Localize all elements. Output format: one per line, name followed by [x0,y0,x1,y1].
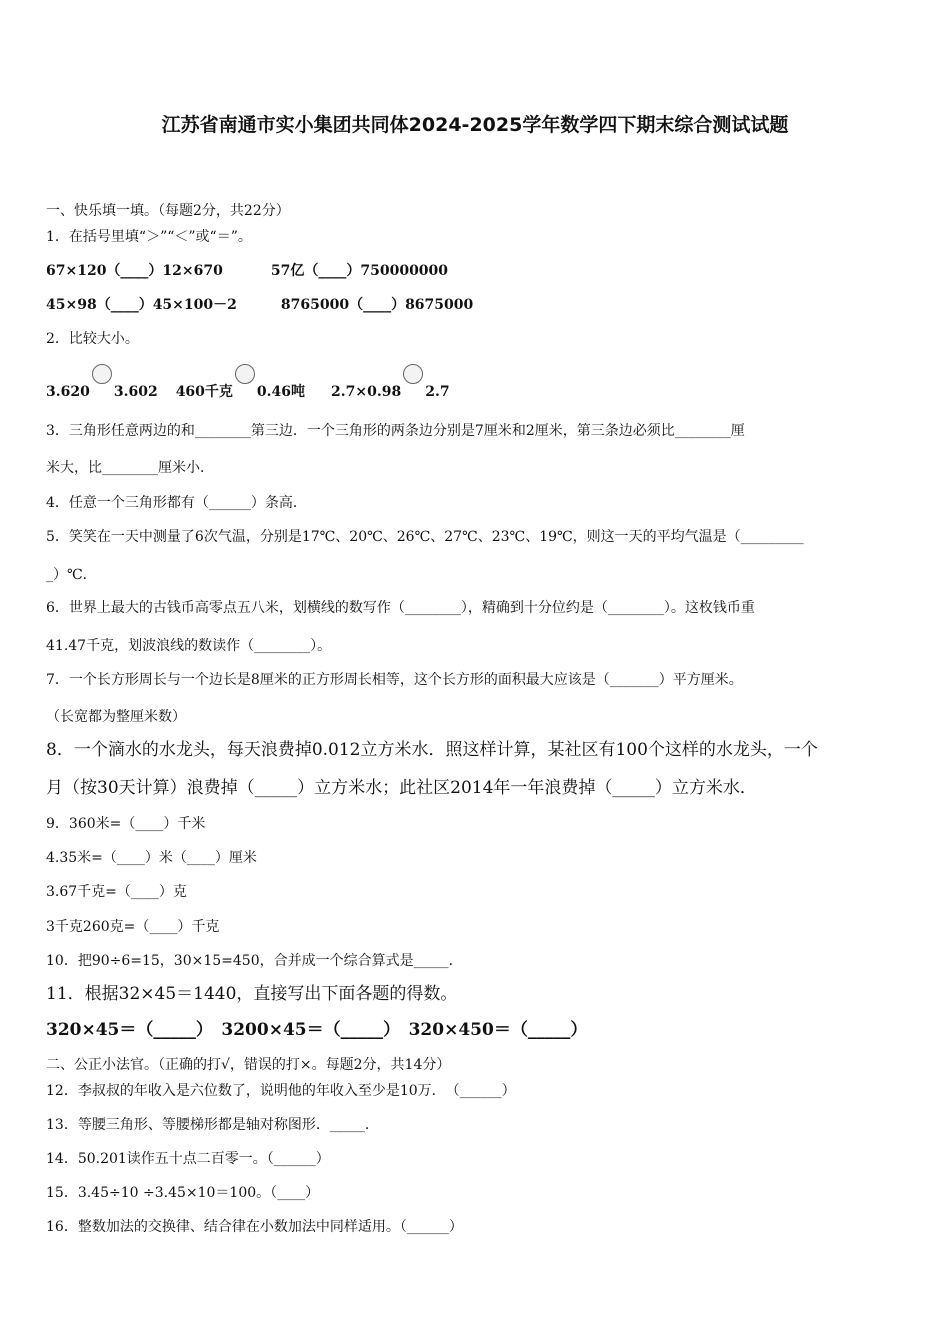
question-7-line-1: 7．一个长方形周长与一个边长是8厘米的正方形周长相等，这个长方形的面积最大应该是（_______）平方厘米。 [46,672,743,688]
question-2-prompt: 2．比较大小。 [46,331,139,347]
question-12: 12．李叔叔的年收入是六位数了，说明他的年收入至少是10万． （______） [46,1083,516,1099]
question-9-line-3: 3.67千克=（____）克 [46,884,187,900]
question-11-prompt: 11．根据32×45＝1440，直接写出下面各题的得数。 [46,984,458,1004]
q2-c-right: 2.7 [425,384,450,400]
q2-b-right: 0.46吨 [256,384,306,400]
q2-a-left: 3.620 [46,384,90,400]
q1-row2-right: 8765000（____）8675000 [280,297,474,313]
question-1-prompt: 1．在括号里填“＞”“＜”或“＝”。 [46,229,252,245]
section-1-heading: 一、快乐填一填。（每题2分，共22分） [46,203,290,219]
q2-a-right: 3.602 [113,384,158,400]
question-5-line-2: _）℃． [46,567,97,583]
compare-circle-2[interactable] [235,364,255,384]
question-13: 13．等腰三角形、等腰梯形都是轴对称图形．_____． [46,1117,379,1133]
question-9-line-1: 9．360米=（____）千米 [46,816,206,832]
q1-row2-left: 45×98（____）45×100－2 [46,297,237,313]
question-4: 4．任意一个三角形都有（______）条高． [46,495,307,511]
question-14: 14．50.201读作五十点二百零一。（______） [46,1151,330,1167]
question-9-line-2: 4.35米=（____）米（____）厘米 [46,850,257,866]
q1-row1-left: 67×120（____）12×670 [46,263,223,279]
question-11-row: 320×45＝（_____） 3200×45＝（_____） 320×450＝（_____） [46,1020,588,1040]
question-9-line-4: 3千克260克=（____）千克 [46,919,220,935]
question-10: 10．把90÷6=15，30×15=450，合并成一个综合算式是_____． [46,953,463,969]
question-8-line-1: 8．一个滴水的水龙头，每天浪费掉0.012立方米水．照这样计算，某社区有100个这样的水龙头，一个 [46,740,818,760]
question-8-line-2: 月（按30天计算）浪费掉（_____）立方米水；此社区2014年一年浪费掉（_____）立方米水． [46,778,757,798]
question-16: 16．整数加法的交换律、结合律在小数加法中同样适用。（______） [46,1219,463,1235]
question-3-line-1: 3．三角形任意两边的和________第三边．一个三角形的两条边分别是7厘米和2厘米，第三条边必须比________厘 [46,423,745,439]
question-5-line-1: 5．笑笑在一天中测量了6次气温，分别是17℃、20℃、26℃、27℃、23℃、19℃，则这一天的平均气温是（_________ [46,529,804,545]
question-7-line-2: （长宽都为整厘米数） [46,709,186,725]
q2-b-left: 460千克 [175,384,233,400]
question-3-line-2: 米大，比________厘米小． [46,460,214,476]
question-1-row-1 [46,262,448,280]
q2-c-left: 2.7×0.98 [331,384,402,400]
question-2-row [46,376,450,401]
section-2-heading: 二、公正小法官。（正确的打√，错误的打×。每题2分，共14分） [46,1057,451,1073]
compare-circle-3[interactable] [403,364,423,384]
question-15: 15．3.45÷10 ÷3.45×10＝100。（____） [46,1185,320,1201]
question-1-row-2 [46,296,473,314]
page-title: 江苏省南通市实小集团共同体2024-2025学年数学四下期末综合测试试题 [161,114,789,136]
q1-row1-right: 57亿（____）750000000 [270,263,449,279]
question-6-line-2: 41.47千克，划波浪线的数读作（________）。 [46,638,332,654]
compare-circle-1[interactable] [92,364,112,384]
question-6-line-1: 6．世界上最大的古钱币高零点五八米，划横线的数写作（________），精确到十分位约是（________）。这枚钱币重 [46,600,755,616]
